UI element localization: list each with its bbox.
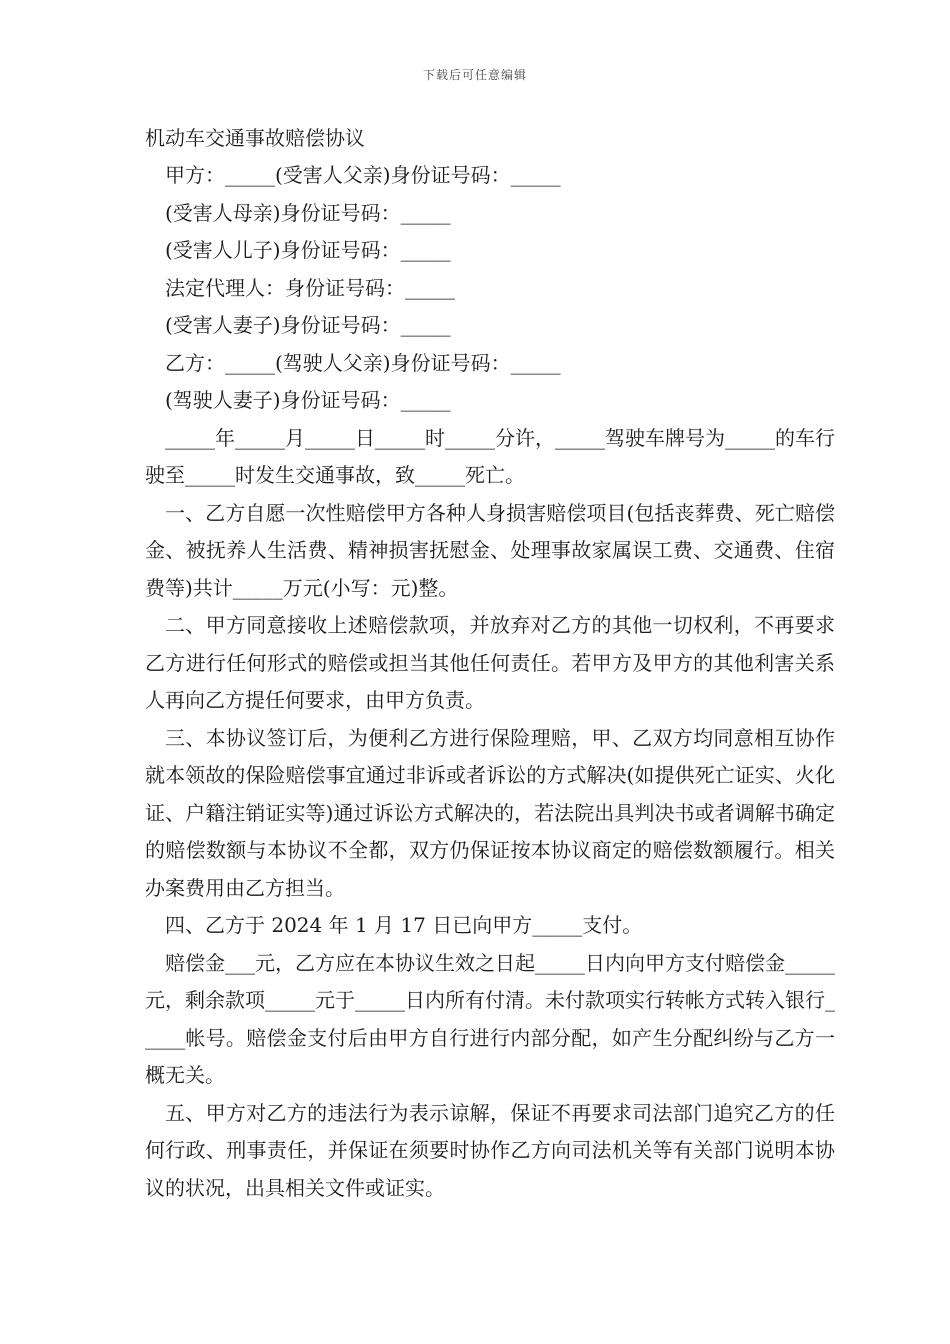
- page-header: 下载后可任意编辑: [422, 68, 527, 82]
- accident-description: _____年_____月_____日_____时_____分许，_____驾驶车牌号为_____的车行驶至_____时发生交通事故，致_____死亡。: [145, 425, 835, 487]
- clause-1: 一、乙方自愿一次性赔偿甲方各种人身损害赔偿项目(包括丧葬费、死亡赔偿金、被抚养人生活费、精神损害抚慰金、处理事故家属误工费、交通费、住宿费等)共计_____万元(小写：元)整。: [145, 500, 835, 600]
- party-a-son-line: (受害人儿子)身份证号码：_____: [165, 238, 451, 262]
- party-a-wife-line: (受害人妻子)身份证号码：_____: [165, 313, 451, 337]
- clause-3: 三、本协议签订后，为便利乙方进行保险理赔，甲、乙双方均同意相互协作就本领故的保险赔偿事宜通过非诉或者诉讼的方式解决(如提供死亡证实、火化证、户籍注销证实等)通过诉讼方式解决的，若法院出具判决书或者调解书确定的赔偿数额与本协议不全都，双方仍保证按本协议商定的赔偿数额履行。相关办案费用由乙方担当。: [145, 725, 835, 900]
- legal-representative-line: 法定代理人：身份证号码：_____: [165, 275, 455, 300]
- party-a-mother-line: (受害人母亲)身份证号码：_____: [165, 200, 451, 225]
- clause-4: 四、乙方于 2024 年 1 月 17 日已向甲方_____支付。: [165, 913, 643, 937]
- clause-4-payment-terms: 赔偿金___元，乙方应在本协议生效之日起_____日内向甲方支付赔偿金_____元，剩余款项_____元于_____日内所有付清。未付款项实行转帐方式转入银行_____帐号。赔偿金支付后由甲方自行进行内部分配，如产生分配纠纷与乙方一概无关。: [145, 950, 835, 1087]
- document-title: 机动车交通事故赔偿协议: [145, 126, 365, 150]
- party-a-father-line: 甲方：_____(受害人父亲)身份证号码：_____: [165, 163, 561, 187]
- clause-2: 二、甲方同意接收上述赔偿款项，并放弃对乙方的其他一切权利，不再要求乙方进行任何形式的赔偿或担当其他任何责任。若甲方及甲方的其他利害关系人再向乙方提任何要求，由甲方负责。: [145, 613, 835, 712]
- party-b-father-line: 乙方：_____(驾驶人父亲)身份证号码：_____: [165, 350, 561, 375]
- document-body: [145, 120, 835, 1207]
- party-b-wife-line: (驾驶人妻子)身份证号码：_____: [165, 388, 451, 412]
- clause-5: 五、甲方对乙方的违法行为表示谅解，保证不再要求司法部门追究乙方的任何行政、刑事责任，并保证在须要时协作乙方向司法机关等有关部门说明本协议的状况，出具相关文件或证实。: [145, 1100, 835, 1200]
